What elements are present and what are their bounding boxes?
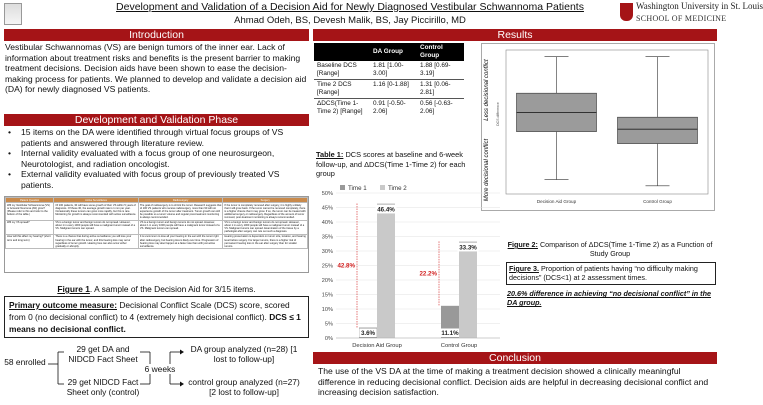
figure3-text: Proportion of patients having “no difficulty making decisions” (DCS<1) at 2 assessment times. bbox=[509, 264, 698, 282]
table-row bbox=[314, 80, 464, 99]
y-tick-label: 15% bbox=[321, 292, 333, 299]
results-banner: Results bbox=[313, 29, 717, 41]
data-label: 46.4% bbox=[377, 206, 395, 214]
table-header: Radiosurgery bbox=[138, 198, 223, 203]
figure2-label: Figure 2: bbox=[507, 240, 538, 249]
figure1-caption bbox=[4, 284, 309, 294]
poster-title: Development and Validation of a Decision Aid for Newly Diagnosed Vestibular Schwannoma Patients bbox=[116, 1, 584, 13]
y-tick-label: 25% bbox=[321, 263, 333, 270]
y-tick-label: 10% bbox=[321, 307, 333, 313]
table-row bbox=[6, 220, 308, 234]
results-table-wrap bbox=[314, 43, 464, 117]
difference-label: 42.8% bbox=[337, 262, 355, 270]
table-cell: How will this affect my hearing? (short term and long term) bbox=[6, 234, 54, 248]
introduction-banner: Introduction bbox=[4, 29, 309, 41]
development-bullet: • 15 items on the DA were identified through virtual focus groups of VS patients and answered through literature review. bbox=[3, 127, 309, 148]
data-label: 11.1% bbox=[441, 330, 459, 337]
data-label: 33.3% bbox=[459, 244, 477, 252]
table-cell: VS is a benign tumor and benign tumors do not spread. However, about 1 in every 1000 people will have a malignant tumor instead of a VS. Malignant tumors can spread. Examination of the tissue by a pathologist after surgery can rule out such a diagnosis. bbox=[223, 220, 308, 234]
table-cell: 1.31 [0.06-2.81] bbox=[417, 80, 464, 99]
poster-authors: Ahmad Odeh, BS, Devesh Malik, BS, Jay Piccirillo, MD bbox=[234, 15, 466, 26]
flow-enrolled: 58 enrolled bbox=[4, 357, 46, 367]
left-logo bbox=[4, 3, 22, 25]
table-header-row bbox=[314, 43, 464, 61]
legend-label: Time 1 bbox=[348, 185, 367, 192]
legend-swatch bbox=[340, 185, 345, 190]
results-note: 20.6% difference in achieving “no decisional conflict” in the DA group. bbox=[507, 289, 711, 307]
figure2-caption bbox=[505, 240, 715, 258]
x-tick-label: Decision Aid Group bbox=[352, 343, 402, 349]
table-cell: Time 2 DCS [Range] bbox=[314, 80, 370, 99]
table-cell: VS is a benign tumor and benign tumors do not spread. However, about 1 in every 1000 people will have a malignant tumor instead of a VS. Malignant tumors can spread. bbox=[54, 220, 139, 234]
table-cell: 0.56 [-0.63-2.06] bbox=[420, 100, 453, 115]
bar bbox=[459, 241, 477, 338]
x-tick-label: Decision Aid Group bbox=[536, 199, 577, 204]
figure3-label: Figure 3. bbox=[509, 264, 539, 273]
outcome-threshold: DCS ≤ 1 means no decisional conflict. bbox=[9, 312, 301, 334]
table-cell: Of 100 patients, 30 will have some growth of their VS within 5 years of diagnosis. Of these 30, the average growth rate is 1 mm per year. Occasionally these tumors can grow more rapidly, but this is rare. Monitoring for growth is always recommended with active surveillance. bbox=[54, 203, 139, 220]
ylabel-top: Less decisional conflict bbox=[484, 59, 490, 121]
flow-arm-da: 29 get DA and NIDCD Fact Sheet bbox=[68, 344, 138, 364]
institution-school: SCHOOL OF MEDICINE bbox=[636, 14, 727, 23]
table-row bbox=[314, 61, 464, 80]
table-row bbox=[314, 99, 464, 118]
development-bullet: • Internal validity evaluated with a focus group of one neurosurgeon, Neurotologist, and radiation oncologist. bbox=[3, 148, 309, 169]
development-bullet: • External validity evaluated with focus group of previously treated VS patients. bbox=[3, 169, 309, 190]
table-cell: Baseline DCS [Range] bbox=[314, 61, 370, 80]
development-banner: Development and Validation Phase bbox=[4, 114, 309, 126]
legend-swatch bbox=[380, 185, 385, 190]
conclusion-banner: Conclusion bbox=[313, 352, 717, 364]
table1-caption bbox=[316, 150, 476, 179]
university-logo bbox=[620, 1, 763, 27]
y-tick-label: 5% bbox=[324, 321, 333, 328]
shield-icon bbox=[620, 3, 633, 21]
flow-analyzed-da: DA group analyzed (n=28) [1 lost to follow-up] bbox=[190, 344, 298, 364]
table1-label: Table 1: bbox=[316, 150, 344, 159]
difference-label: 22.2% bbox=[419, 270, 437, 278]
table-cell: 1.16 [0-1.88] bbox=[370, 80, 417, 99]
decision-aid-sample-table bbox=[4, 196, 309, 273]
table-cell: 1.88 [0.69- 3.19] bbox=[417, 61, 464, 80]
table-header: Patient Question bbox=[6, 198, 54, 203]
table-cell: There is a chance that during active surveillance you will lose your hearing in the ear with the tumor, and this hearing loss may occur regardless of tumor growth. Hearing loss can also occur either gradually or abruptly. bbox=[54, 234, 139, 248]
y-tick-label: 20% bbox=[321, 278, 333, 284]
table-cell: 0.91 [-0.50- 2.06] bbox=[373, 100, 406, 115]
data-label: 3.6% bbox=[360, 330, 376, 337]
boxplot-chart bbox=[482, 44, 714, 210]
conclusion-text: The use of the VS DA at the time of making a treatment decision showed a clinically meaningful difference in reducing decisional conflict. Decision aids are helpful in decreasing decisional conflict and increasing decision satisfaction. bbox=[318, 366, 709, 398]
figure3-caption bbox=[506, 262, 716, 285]
table-cell: The goal of radiosurgery is to shrink the tumor. Research suggests that of 100 VS patients who receive radiosurgery, more than 90 will not experience growth of the tumor after treatment. Tumor growth can still be possible so a tumor volume and regular post-treatment monitoring is always recommended. bbox=[139, 203, 222, 219]
outcome-text: Decisional Conflict Scale (DCS) score, scored from 0 (no decisional conflict) to 4 (extremely high decisional conflict). bbox=[9, 300, 290, 322]
x-tick-label: Control Group bbox=[440, 343, 478, 349]
table-cell: Will my Vestibular Schwannoma (VS) or Acoustic Neuroma (AN) grow? (Please refer to this and refer to the bottom of the table.) bbox=[6, 203, 54, 220]
figure1-text: . A sample of the Decision Aid for 3/15 items. bbox=[89, 284, 256, 294]
figure2-text: Comparison of ΔDCS(Time 1-Time 2) as a Function of Study Group bbox=[537, 240, 713, 258]
figure2-panel bbox=[481, 43, 715, 211]
flow-duration: 6 weeks bbox=[144, 364, 176, 374]
table-cell: Hearing preservation is dependent on tumor size, location, and hearing level before surgery. For larger tumors, there is a higher risk of permanent hearing loss in the ear after surgery than for smaller tumors. bbox=[224, 235, 306, 248]
table-row bbox=[6, 203, 308, 220]
table-cell: ΔDCS(Time 1-Time 2) [Range] bbox=[317, 100, 363, 115]
table-header: Surgery bbox=[223, 198, 308, 203]
table-header bbox=[314, 43, 370, 61]
table-header: Control Group bbox=[417, 43, 464, 61]
bar bbox=[377, 203, 395, 338]
table-row bbox=[6, 234, 308, 248]
results-table bbox=[314, 43, 464, 117]
primary-outcome-box bbox=[4, 296, 309, 338]
outcome-label: Primary outcome measure: bbox=[9, 300, 117, 310]
x-tick-label: Control Group bbox=[643, 199, 672, 204]
figure3-panel bbox=[314, 181, 504, 349]
y-tick-label: 35% bbox=[321, 234, 333, 241]
box-body bbox=[618, 117, 698, 143]
table-cell: It is uncommon to lose all your hearing in the ear with the tumor right after radiosurgery, but hearing loss is likely over time. Progression of hearing loss may also happen at a faster rate than with just active surveillance. bbox=[138, 234, 223, 248]
y-tick-label: 0% bbox=[324, 336, 333, 342]
ylabel-small: DCS difference bbox=[496, 102, 500, 126]
flow-arm-control: 29 get NIDCD Fact Sheet only (control) bbox=[66, 377, 140, 397]
institution-name: Washington University in St. Louis bbox=[636, 1, 763, 11]
table-header: DA Group bbox=[370, 43, 417, 61]
y-tick-label: 30% bbox=[321, 249, 333, 255]
table-cell: If the tumor is completely removed after surgery, it is highly unlikely that it will grow back. If the tumor cannot be removed completely, there is a higher chance that it may grow. If so, the tumor can be treated with additional surgery or radiosurgery. Regardless of the amount of tumor removed, post-treatment monitoring is always recommended. bbox=[224, 203, 306, 219]
bar-chart bbox=[314, 181, 504, 349]
y-tick-label: 40% bbox=[321, 220, 333, 226]
table-cell: Will my VS spread? bbox=[6, 220, 54, 234]
figure1-label: Figure 1 bbox=[57, 284, 90, 294]
legend-label: Time 2 bbox=[388, 185, 407, 192]
introduction-text: Vestibular Schwannomas (VS) are benign tumors of the inner ear. Lack of information about treatment risks and benefits is the present barrier to making treatment decisions. Decision aids have been shown to ease the decision-making process for patients. We planned to develop and validate a decision aid (DA) for newly diagnosed VS patients. bbox=[5, 42, 307, 95]
development-bullets bbox=[3, 127, 309, 191]
y-tick-label: 45% bbox=[321, 205, 333, 212]
table-cell: 1.81 [1.00-3.00] bbox=[370, 61, 417, 80]
flow-analyzed-control: control group analyzed (n=27) [2 lost to follow-up] bbox=[188, 377, 300, 397]
table-cell: VS is a benign tumor and benign tumors do not spread. However, about 1 in every 1000 people will have a malignant tumor instead of a VS. Malignant tumors can spread. bbox=[138, 220, 223, 234]
table1-text: DCS scores at baseline and 6-week follow-up, and ΔDCS(Time 1-Time 2) for each group bbox=[316, 150, 466, 178]
table-header: Active Surveillance bbox=[54, 198, 139, 203]
y-tick-label: 50% bbox=[321, 191, 333, 197]
ylabel-bottom: More decisional conflict bbox=[484, 138, 490, 202]
